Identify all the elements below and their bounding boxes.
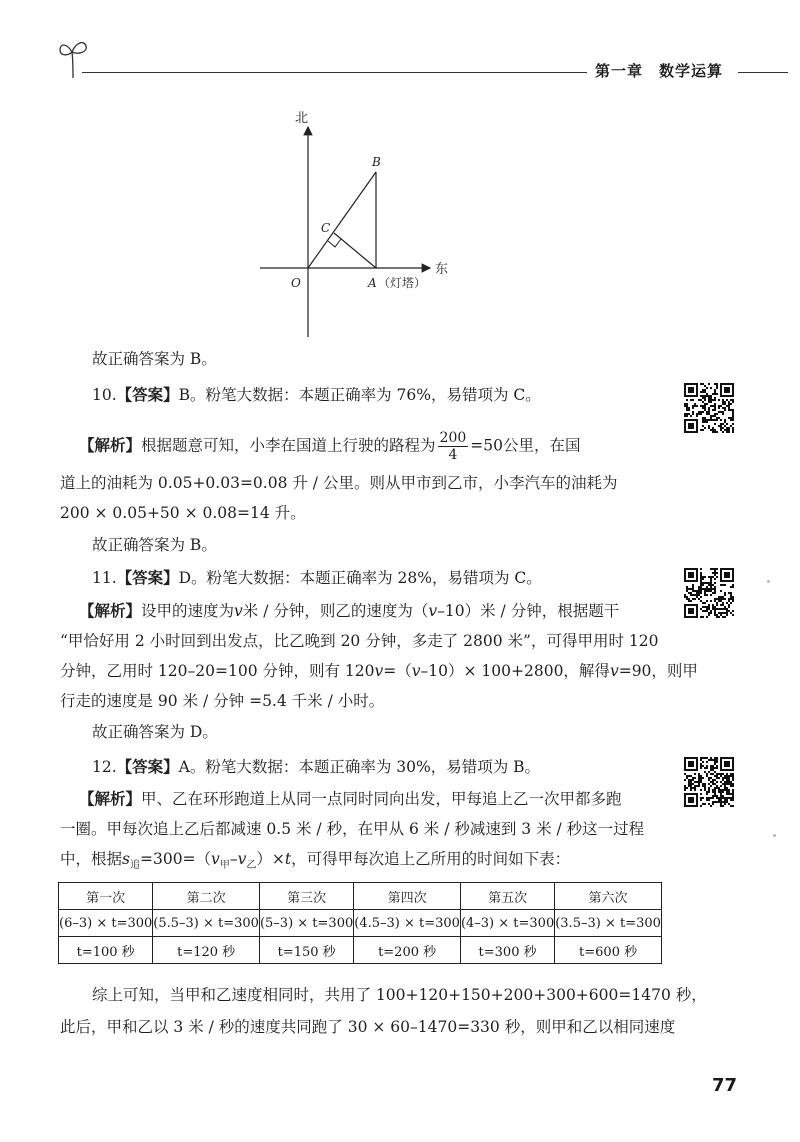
q12-analysis-tag: 【解析】 bbox=[79, 790, 142, 808]
table-cell: (5.5–3) × t=300 bbox=[153, 910, 260, 937]
qr-code-icon[interactable] bbox=[684, 757, 734, 807]
table-header-cell: 第五次 bbox=[460, 883, 554, 910]
table-cell: t=100 秒 bbox=[59, 937, 153, 964]
q10-answer-tag: 【答案】 bbox=[116, 386, 179, 404]
sub-jia: 甲 bbox=[219, 860, 230, 872]
q11-analysis-line2: “甲恰好用 2 小时回到出发点，比乙晚到 20 分钟，多走了 2800 米”，可得甲用时 120 bbox=[60, 632, 659, 650]
north-label: 北 bbox=[295, 111, 309, 126]
right-angle-mark bbox=[328, 239, 341, 247]
table-cell: (4.5–3) × t=300 bbox=[354, 910, 461, 937]
q11-answer-line bbox=[92, 568, 542, 588]
table-cell: t=200 秒 bbox=[354, 937, 461, 964]
q9-conclusion: 故正确答案为 B。 bbox=[92, 350, 217, 368]
point-b-label: B bbox=[372, 155, 381, 169]
fraction-numerator: 200 bbox=[439, 430, 467, 446]
var-v: v bbox=[609, 662, 619, 680]
q12-l3-b: =300=（ bbox=[139, 850, 212, 868]
q11-analysis-line3 bbox=[60, 661, 698, 681]
table-header-row bbox=[59, 883, 662, 910]
q11-analysis-line1 bbox=[79, 601, 619, 621]
q11-l3-a: 分钟，乙用时 120–20=100 分钟，则有 120 bbox=[60, 662, 375, 680]
line-ob bbox=[308, 172, 376, 268]
margin-dot bbox=[773, 834, 776, 837]
q12-analysis-line2: 一圈。甲每次追上乙后都减速 0.5 米 / 秒，在甲从 6 米 / 秒减速到 3 米 / 秒这一过程 bbox=[60, 820, 645, 838]
q10-analysis-text1: 根据题意可知，小李在国道上行驶的路程为 bbox=[141, 436, 436, 455]
q11-text-a: 设甲的速度为 bbox=[141, 602, 235, 620]
q12-analysis-line1 bbox=[79, 789, 622, 809]
q11-l3-d: =90，则甲 bbox=[618, 662, 698, 680]
table-header-cell: 第三次 bbox=[259, 883, 353, 910]
q12-l3-c: – bbox=[229, 850, 238, 868]
q12-number: 12. bbox=[92, 758, 117, 776]
table-cell: t=150 秒 bbox=[259, 937, 353, 964]
var-v: v bbox=[411, 662, 421, 680]
q10-fraction bbox=[438, 430, 469, 463]
q11-answer-tag: 【答案】 bbox=[116, 569, 179, 587]
q11-conclusion: 故正确答案为 D。 bbox=[92, 723, 218, 741]
q12-l3-a: 中，根据 bbox=[60, 850, 123, 868]
sub-chase: 追 bbox=[129, 860, 140, 872]
q10-number: 10. bbox=[92, 386, 117, 404]
q10-analysis-line3: 200 × 0.05+50 × 0.08=14 升。 bbox=[60, 504, 306, 522]
q12-answer-line bbox=[92, 757, 540, 777]
var-v: v bbox=[234, 602, 243, 620]
header-rule-right bbox=[738, 72, 788, 73]
q10-answer-line bbox=[92, 385, 541, 405]
table-cell: t=600 秒 bbox=[555, 937, 662, 964]
q12-answer: A。粉笔大数据：本题正确率为 30%，易错项为 B。 bbox=[178, 758, 541, 776]
q12-summary-line1: 综上可知，当甲和乙速度相同时，共用了 100+120+150+200+300+600=1470 秒， bbox=[92, 986, 707, 1004]
q10-conclusion: 故正确答案为 B。 bbox=[92, 536, 217, 554]
q11-analysis-tag: 【解析】 bbox=[79, 602, 142, 620]
sub-yi: 乙 bbox=[246, 860, 257, 872]
var-v: v bbox=[428, 602, 438, 620]
east-label: 东 bbox=[435, 262, 449, 277]
q12-summary-line2: 此后，甲和乙以 3 米 / 秒的速度共同跑了 30 × 60–1470=330 秒，则甲和乙以相同速度 bbox=[60, 1018, 676, 1036]
header-rule-left bbox=[82, 72, 587, 73]
q10-analysis-text1-post: =50公里，在国 bbox=[470, 436, 581, 455]
table-header-cell: 第二次 bbox=[153, 883, 260, 910]
header-chapter-title bbox=[595, 60, 723, 81]
table-cell: t=120 秒 bbox=[153, 937, 260, 964]
table-header-cell: 第六次 bbox=[555, 883, 662, 910]
q11-l3-c: –10）× 100+2800，解得 bbox=[420, 662, 610, 680]
qr-code-icon[interactable] bbox=[684, 383, 734, 433]
point-c-label: C bbox=[321, 221, 331, 235]
var-s: s bbox=[122, 850, 130, 868]
q10-answer: B。粉笔大数据：本题正确率为 76%，易错项为 C。 bbox=[178, 386, 541, 404]
var-t: t bbox=[284, 850, 292, 868]
q10-analysis-line1 bbox=[79, 430, 580, 463]
table-cell: t=300 秒 bbox=[460, 937, 554, 964]
table-cell: (4–3) × t=300 bbox=[460, 910, 554, 937]
compass-figure bbox=[255, 105, 465, 345]
q11-answer: D。粉笔大数据：本题正确率为 28%，易错项为 C。 bbox=[178, 569, 542, 587]
table-cell: (6–3) × t=300 bbox=[59, 910, 153, 937]
chase-time-table bbox=[58, 882, 662, 964]
table-row bbox=[59, 910, 662, 937]
q10-analysis-tag: 【解析】 bbox=[79, 436, 142, 455]
page-number: 77 bbox=[712, 1075, 738, 1096]
q12-analysis-line3 bbox=[60, 849, 570, 876]
q11-text-c: –10）米 / 分钟，根据题干 bbox=[437, 602, 620, 620]
fraction-denominator: 4 bbox=[448, 447, 458, 463]
table-header-cell: 第四次 bbox=[354, 883, 461, 910]
table-row bbox=[59, 937, 662, 964]
var-v: v bbox=[237, 850, 247, 868]
var-v: v bbox=[211, 850, 220, 868]
q10-analysis-line2: 道上的油耗为 0.05+0.03=0.08 升 / 公里。则从甲市到乙市，小李汽车的油耗为 bbox=[60, 474, 618, 492]
table-cell: (3.5–3) × t=300 bbox=[555, 910, 662, 937]
point-a-label: A bbox=[368, 276, 377, 290]
leaf-logo-icon bbox=[58, 38, 90, 80]
q11-analysis-line4: 行走的速度是 90 米 / 分钟 =5.4 千米 / 小时。 bbox=[60, 692, 385, 710]
var-v: v bbox=[374, 662, 384, 680]
q12-answer-tag: 【答案】 bbox=[116, 758, 179, 776]
qr-code-icon[interactable] bbox=[684, 568, 734, 618]
q11-number: 11. bbox=[92, 569, 117, 587]
line-ca bbox=[334, 233, 376, 268]
q12-text-1: 甲、乙在环形跑道上从同一点同时同向出发，甲每追上乙一次甲都多跑 bbox=[141, 790, 622, 808]
header-title: 数学运算 bbox=[659, 62, 724, 80]
header-chapter: 第一章 bbox=[595, 62, 644, 80]
margin-dot bbox=[767, 580, 770, 583]
table-header-cell: 第一次 bbox=[59, 883, 153, 910]
q11-l3-b: =（ bbox=[383, 662, 412, 680]
q12-l3-d: ）× bbox=[256, 850, 285, 868]
q12-l3-e: ，可得甲每次追上乙所用的时间如下表： bbox=[291, 850, 571, 868]
q11-text-b: 米 / 分钟，则乙的速度为（ bbox=[242, 602, 429, 620]
lighthouse-label: （灯塔） bbox=[378, 276, 427, 290]
point-o-label: O bbox=[291, 276, 301, 290]
table-cell: (5–3) × t=300 bbox=[259, 910, 353, 937]
